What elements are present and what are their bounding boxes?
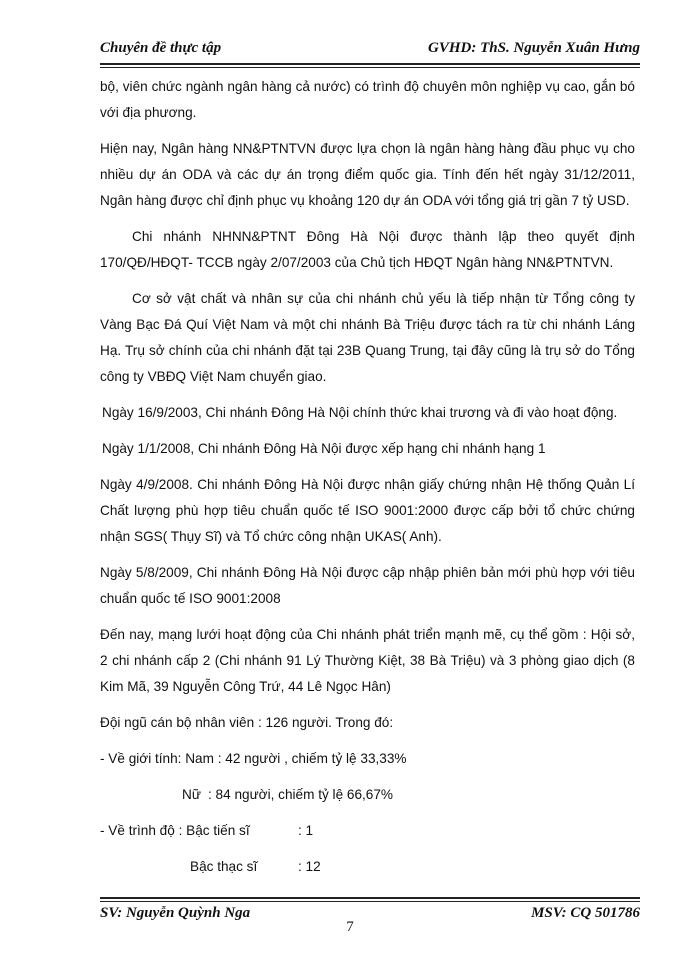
- footer-rule: [100, 897, 640, 899]
- header-topic: Chuyên đề thực tập: [100, 40, 222, 56]
- document-body: [100, 74, 635, 890]
- stat-female-label: Nữ: [182, 787, 201, 802]
- stat-degree-label: - Về trình độ : Bậc tiến sĩ: [100, 823, 250, 838]
- page-number: 7: [346, 919, 354, 935]
- stat-row-master: [100, 854, 635, 880]
- paragraph: Ngày 1/1/2008, Chi nhánh Đông Hà Nội được xếp hạng chi nhánh hạng 1: [102, 441, 546, 456]
- footer-student: SV: Nguyễn Quỳnh Nga: [100, 905, 251, 921]
- stat-female-value: : 84 người, chiếm tỷ lệ 66,67%: [208, 787, 394, 802]
- paragraph: Ngày 4/9/2008. Chi nhánh Đông Hà Nội được nhận giấy chứng nhận Hệ thống Quản Lí Chất lượng phù hợp tiêu chuẩn quốc tế ISO 9001:2000 được cấp bởi tổ chức chứng nhận SGS( Thụy Sĩ) và Tổ chức công nhận UKAS( Anh).: [100, 477, 635, 544]
- footer-student-id: MSV: CQ 501786: [531, 905, 640, 921]
- paragraph: Cơ sở vật chất và nhân sự của chi nhánh chủ yếu là tiếp nhận từ Tổng công ty Vàng Bạc Đá Quí Việt Nam và một chi nhánh Bà Triệu được tách ra từ chi nhánh Láng Hạ. Trụ sở chính của chi nhánh đặt tại 23B Quang Trung, tại đây cũng là trụ sở do Tổng công ty VBĐQ Việt Nam chuyển giao.: [100, 291, 635, 384]
- header-rule: [100, 63, 640, 65]
- stat-male: - Về giới tính: Nam : 42 người , chiếm tỷ lệ 33,33%: [100, 751, 407, 766]
- paragraph: Chi nhánh NHNN&PTNT Đông Hà Nội được thành lập theo quyết định 170/QĐ/HĐQT- TCCB ngày 2/07/2003 của Chủ tịch HĐQT Ngân hàng NN&PTNTVN.: [100, 229, 635, 270]
- stat-master-label: Bậc thạc sĩ: [190, 859, 258, 874]
- paragraph: Ngày 16/9/2003, Chi nhánh Đông Hà Nội chính thức khai trương và đi vào hoạt động.: [102, 405, 618, 420]
- paragraph: Hiện nay, Ngân hàng NN&PTNTVN được lựa chọn là ngân hàng hàng đầu phục vụ cho nhiều dự án ODA và các dự án trọng điểm quốc gia. Tính đến hết ngày 31/12/2011, Ngân hàng được chỉ định phục vụ khoảng 120 dự án ODA với tổng giá trị gần 7 tỷ USD.: [100, 141, 635, 208]
- stat-row-degree: [100, 818, 635, 844]
- header-rule-thin: [100, 67, 640, 68]
- stat-row-female: [100, 782, 635, 808]
- stat-phd-value: : 1: [298, 823, 314, 838]
- page-header: [100, 40, 640, 62]
- stat-row-male: [100, 746, 635, 772]
- header-advisor: GVHD: ThS. Nguyễn Xuân Hưng: [428, 40, 640, 56]
- stat-master-value: : 12: [298, 859, 321, 874]
- paragraph: Đến nay, mạng lưới hoạt động của Chi nhánh phát triển mạnh mẽ, cụ thể gồm : Hội sở, 2 chi nhánh cấp 2 (Chi nhánh 91 Lý Thường Kiệt, 38 Bà Triệu) và 3 phòng giao dịch (8 Kim Mã, 39 Nguyễn Công Trứ, 44 Lê Ngọc Hân): [100, 627, 635, 694]
- paragraph: bộ, viên chức ngành ngân hàng cả nước) có trình độ chuyên môn nghiệp vụ cao, gắn bó với địa phương.: [100, 79, 635, 120]
- footer-rule-thin: [100, 901, 640, 902]
- paragraph: Đội ngũ cán bộ nhân viên : 126 người. Trong đó:: [100, 715, 394, 730]
- paragraph: Ngày 5/8/2009, Chi nhánh Đông Hà Nội được cập nhập phiên bản mới phù hợp với tiêu chuẩn quốc tế ISO 9001:2008: [100, 565, 635, 606]
